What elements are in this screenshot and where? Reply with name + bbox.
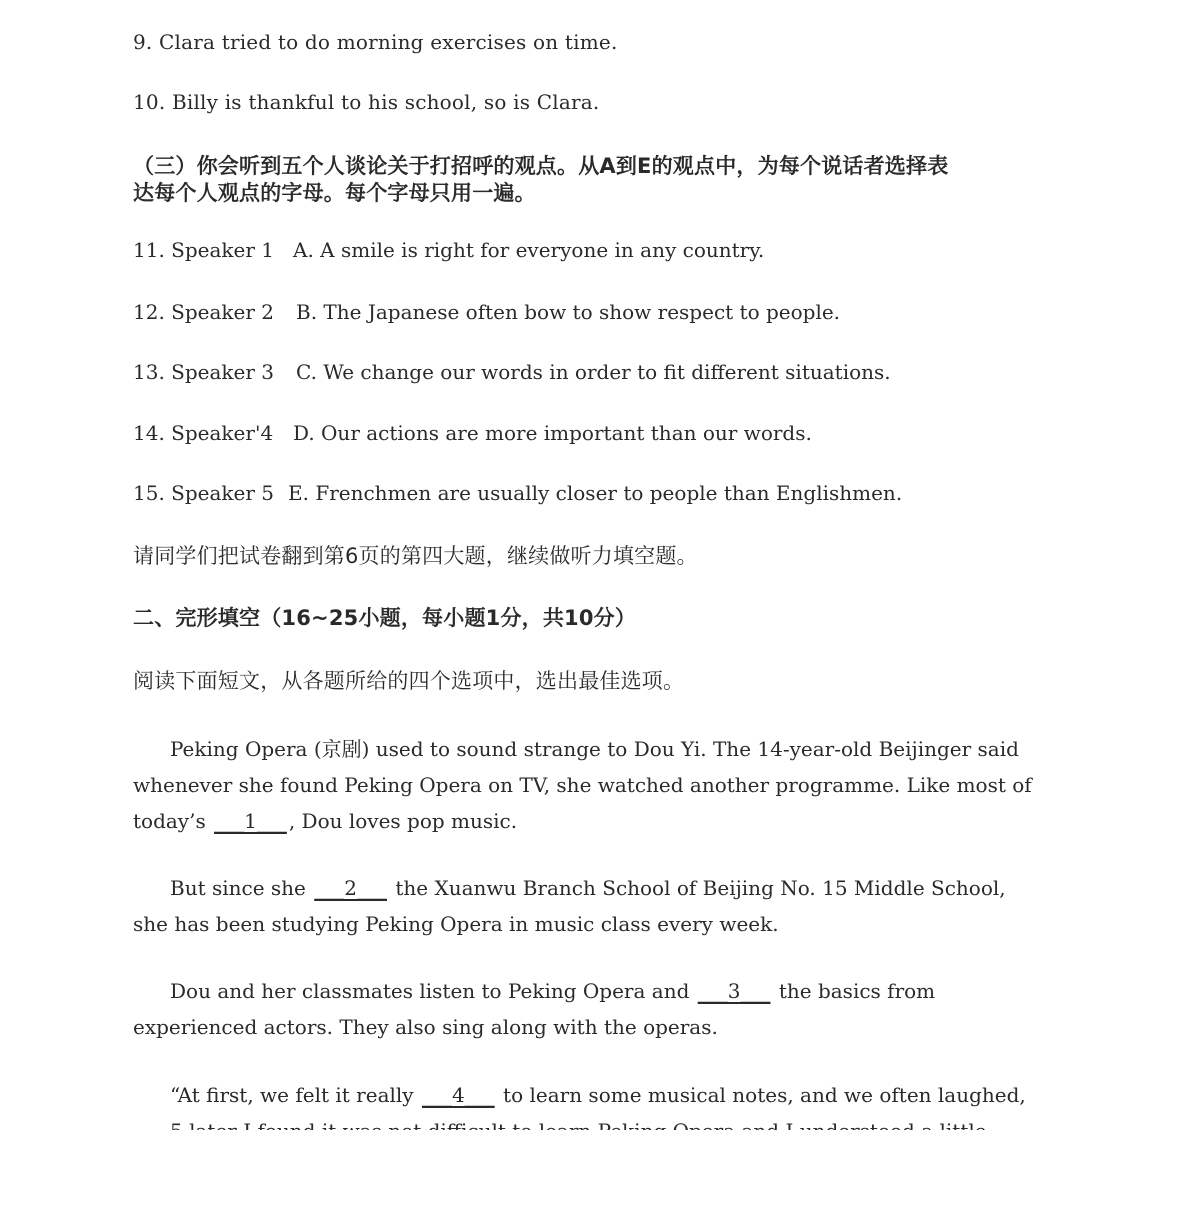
cloze-blank-1: ___1___ — [214, 809, 287, 833]
passage-text: the Xuanwu Branch School of Beijing No. 15 Middle School, — [388, 876, 1006, 900]
passage-line — [133, 973, 1033, 1009]
speaker-row-14 — [133, 421, 812, 445]
passage-text: “At first, we felt it really — [170, 1083, 420, 1107]
speaker-label: 12. Speaker 2 — [133, 300, 275, 324]
passage-text: to learn some musical notes, and we often laughed, — [496, 1083, 1026, 1107]
passage-line — [133, 803, 1033, 839]
speaker-row-15 — [133, 481, 902, 505]
passage-paragraph-2 — [133, 870, 1033, 942]
speaker-row-13 — [133, 360, 891, 384]
cloze-blank-2: ___2___ — [314, 876, 387, 900]
passage-paragraph-3 — [133, 973, 1033, 1045]
passage-line: Peking Opera (京剧) used to sound strange to Dou Yi. The 14-year-old Beijinger said — [170, 737, 1019, 761]
speaker-option: A. A smile is right for everyone in any country. — [293, 238, 765, 262]
cloze-blank-4: ___4___ — [421, 1083, 495, 1107]
page-crop-mask — [0, 1130, 1200, 1218]
turn-page-note: 请同学们把试卷翻到第6页的第四大题，继续做听力填空题。 — [133, 544, 698, 568]
speaker-option: C. We change our words in order to fit different situations. — [296, 360, 891, 384]
speaker-option: D. Our actions are more important than our words. — [293, 421, 812, 445]
passage-paragraph-1 — [133, 731, 1033, 839]
speaker-label: 15. Speaker 5 — [133, 481, 275, 505]
section2-heading: 二、完形填空（16~25小题，每小题1分，共10分） — [133, 606, 637, 630]
cloze-instruction: 阅读下面短文，从各题所给的四个选项中，选出最佳选项。 — [133, 669, 685, 693]
speaker-label: 13. Speaker 3 — [133, 360, 275, 384]
speaker-label: 14. Speaker'4 — [133, 421, 274, 445]
section3-heading-line2: 达每个人观点的字母。每个字母只用一遍。 — [133, 181, 536, 205]
passage-line — [133, 1077, 1033, 1113]
passage-text: the basics from — [772, 979, 936, 1003]
section3-heading-line1: （三）你会听到五个人谈论关于打招呼的观点。从A到E的观点中，为每个说话者选择表 — [133, 154, 949, 178]
speaker-row-11 — [133, 238, 764, 262]
passage-line: whenever she found Peking Opera on TV, she watched another programme. Like most of — [133, 773, 1032, 797]
passage-line: experienced actors. They also sing along with the operas. — [133, 1015, 718, 1039]
speaker-option: B. The Japanese often bow to show respect to people. — [296, 300, 841, 324]
passage-line: she has been studying Peking Opera in music class every week. — [133, 912, 779, 936]
cloze-blank-3: ___3___ — [697, 979, 771, 1003]
passage-line — [133, 870, 1033, 906]
speaker-row-12 — [133, 300, 840, 324]
question-9: 9. Clara tried to do morning exercises on time. — [133, 30, 618, 54]
passage-text: Dou and her classmates listen to Peking Opera and — [170, 979, 696, 1003]
speaker-option: E. Frenchmen are usually closer to people than Englishmen. — [288, 481, 903, 505]
passage-text: , Dou loves pop music. — [288, 809, 518, 833]
passage-text: But since she — [170, 876, 313, 900]
question-10: 10. Billy is thankful to his school, so is Clara. — [133, 90, 600, 114]
speaker-label: 11. Speaker 1 — [133, 238, 275, 262]
passage-text: today’s — [133, 809, 213, 833]
